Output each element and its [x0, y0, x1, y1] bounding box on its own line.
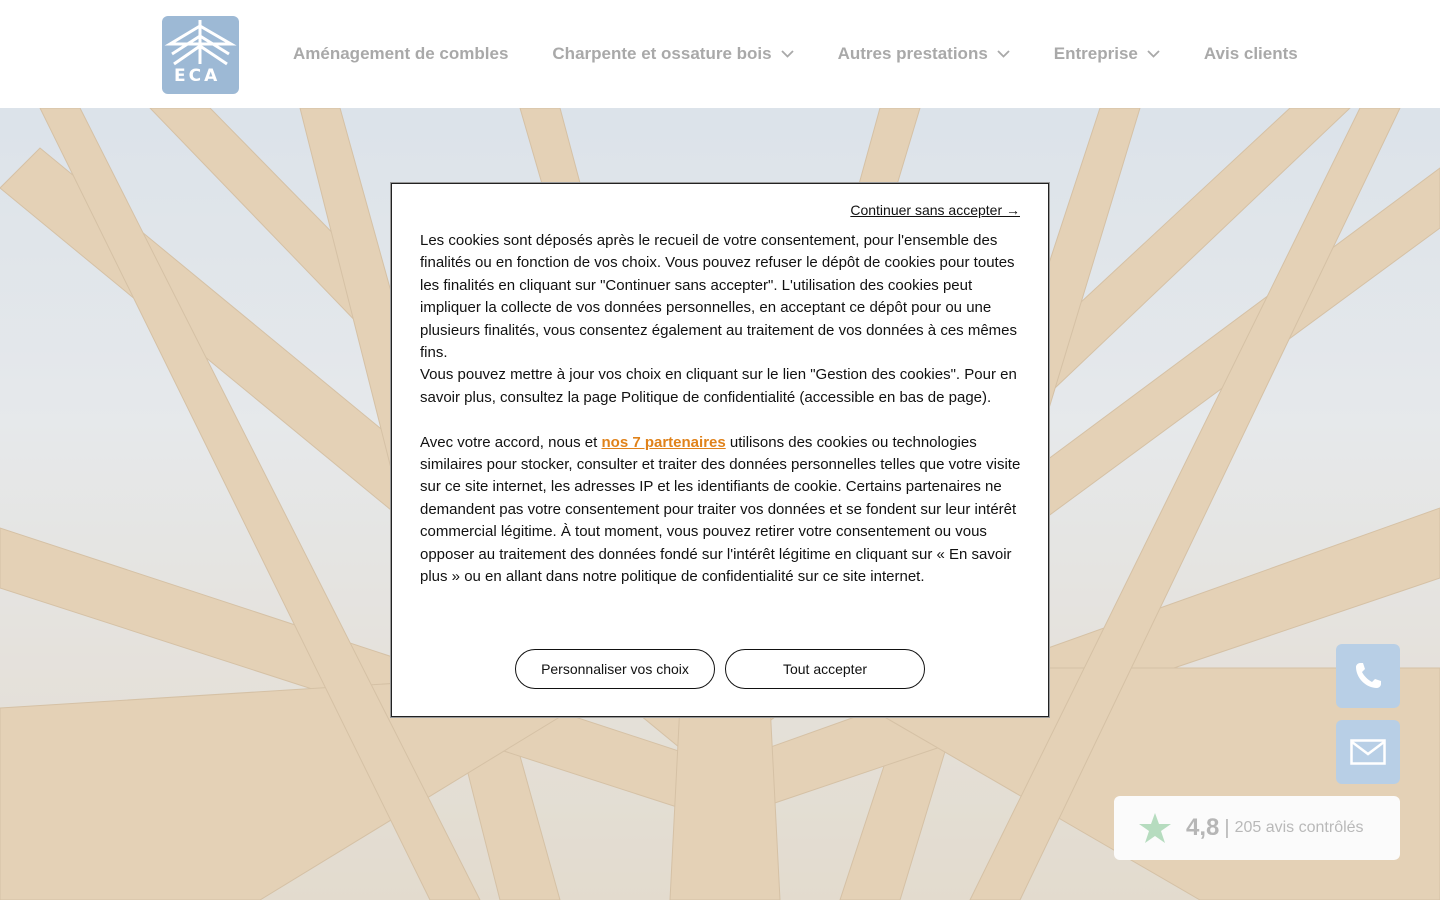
- cookie-paragraph-3: [420, 432, 1024, 589]
- review-count: 205 avis contrôlés: [1234, 819, 1364, 836]
- review-score: 4,8: [1186, 814, 1220, 841]
- phone-icon: [1352, 660, 1384, 692]
- cookie-paragraph-3-start: Avec votre accord, nous et: [420, 433, 602, 451]
- nav-item-label: Charpente et ossature bois: [552, 44, 772, 63]
- partners-link[interactable]: nos 7 partenaires: [601, 433, 726, 451]
- nav-item-label: Autres prestations: [837, 44, 988, 63]
- review-separator: |: [1224, 816, 1230, 839]
- chevron-down-icon: [781, 50, 794, 58]
- nav-item-label: Entreprise: [1053, 44, 1138, 63]
- accept-all-button[interactable]: Tout accepter: [725, 649, 925, 689]
- mail-button[interactable]: [1336, 720, 1400, 784]
- site-header: [0, 0, 1440, 108]
- chevron-down-icon: [997, 50, 1010, 58]
- nav-item-label: Avis clients: [1203, 44, 1298, 63]
- logo[interactable]: [162, 16, 239, 94]
- logo-text: ECA: [174, 66, 221, 86]
- continue-without-accepting-link[interactable]: Continuer sans accepter →: [850, 202, 1020, 218]
- cookie-paragraph-1: Les cookies sont déposés après le recueil de votre consentement, pour l'ensemble des finalités ou en fonction de vos choix. Vous pouvez refuser le dépôt de cookies pour toutes les finalités en cliquant sur "Continuer sans accepter". L'utilisation des cookies peut impliquer la collecte de vos données personnelles, en acceptant ce dépôt pour ou une plusieurs finalités, vous consentez également au traitement de vos données à ces mêmes fins.: [420, 232, 1017, 362]
- nav-item-avis-clients[interactable]: [1204, 44, 1298, 64]
- chevron-down-icon: [1147, 50, 1160, 58]
- mail-icon: [1350, 739, 1386, 765]
- nav-item-amenagement-combles[interactable]: [293, 44, 508, 64]
- nav-item-label: Aménagement de combles: [293, 44, 509, 63]
- phone-button[interactable]: [1336, 644, 1400, 708]
- cookie-paragraph-2: Vous pouvez mettre à jour vos choix en cliquant sur le lien "Gestion des cookies". Pour en savoir plus, consultez la page Politique de confidentialité (accessible en bas de page).: [420, 366, 1017, 406]
- cookie-paragraph-3-end: utilisons des cookies ou technologies similaires pour stocker, consulter et traiter des données personnelles telles que votre visite sur ce site internet, les adresses IP et les identifiants de cookie. Certains partenaires ne demandent pas votre consentement pour traiter vos données et se fondent sur leur intérêt commercial légitime. À tout moment, vous pouvez retirer votre consentement ou vous opposer au traitement des données fondé sur l'intérêt légitime en cliquant sur « En savoir plus » ou en allant dans notre politique de confidentialité sur ce site internet.: [420, 433, 1021, 586]
- customize-choices-button[interactable]: Personnaliser vos choix: [515, 649, 715, 689]
- cookie-consent-modal: [391, 183, 1049, 717]
- nav-item-autres-prestations[interactable]: [838, 44, 1010, 64]
- review-widget[interactable]: [1114, 796, 1400, 860]
- main-nav: [293, 0, 1298, 108]
- cookie-consent-text: [420, 230, 1024, 588]
- nav-item-entreprise[interactable]: [1054, 44, 1160, 64]
- nav-item-charpente[interactable]: [552, 44, 793, 64]
- review-star-icon: [1138, 811, 1172, 845]
